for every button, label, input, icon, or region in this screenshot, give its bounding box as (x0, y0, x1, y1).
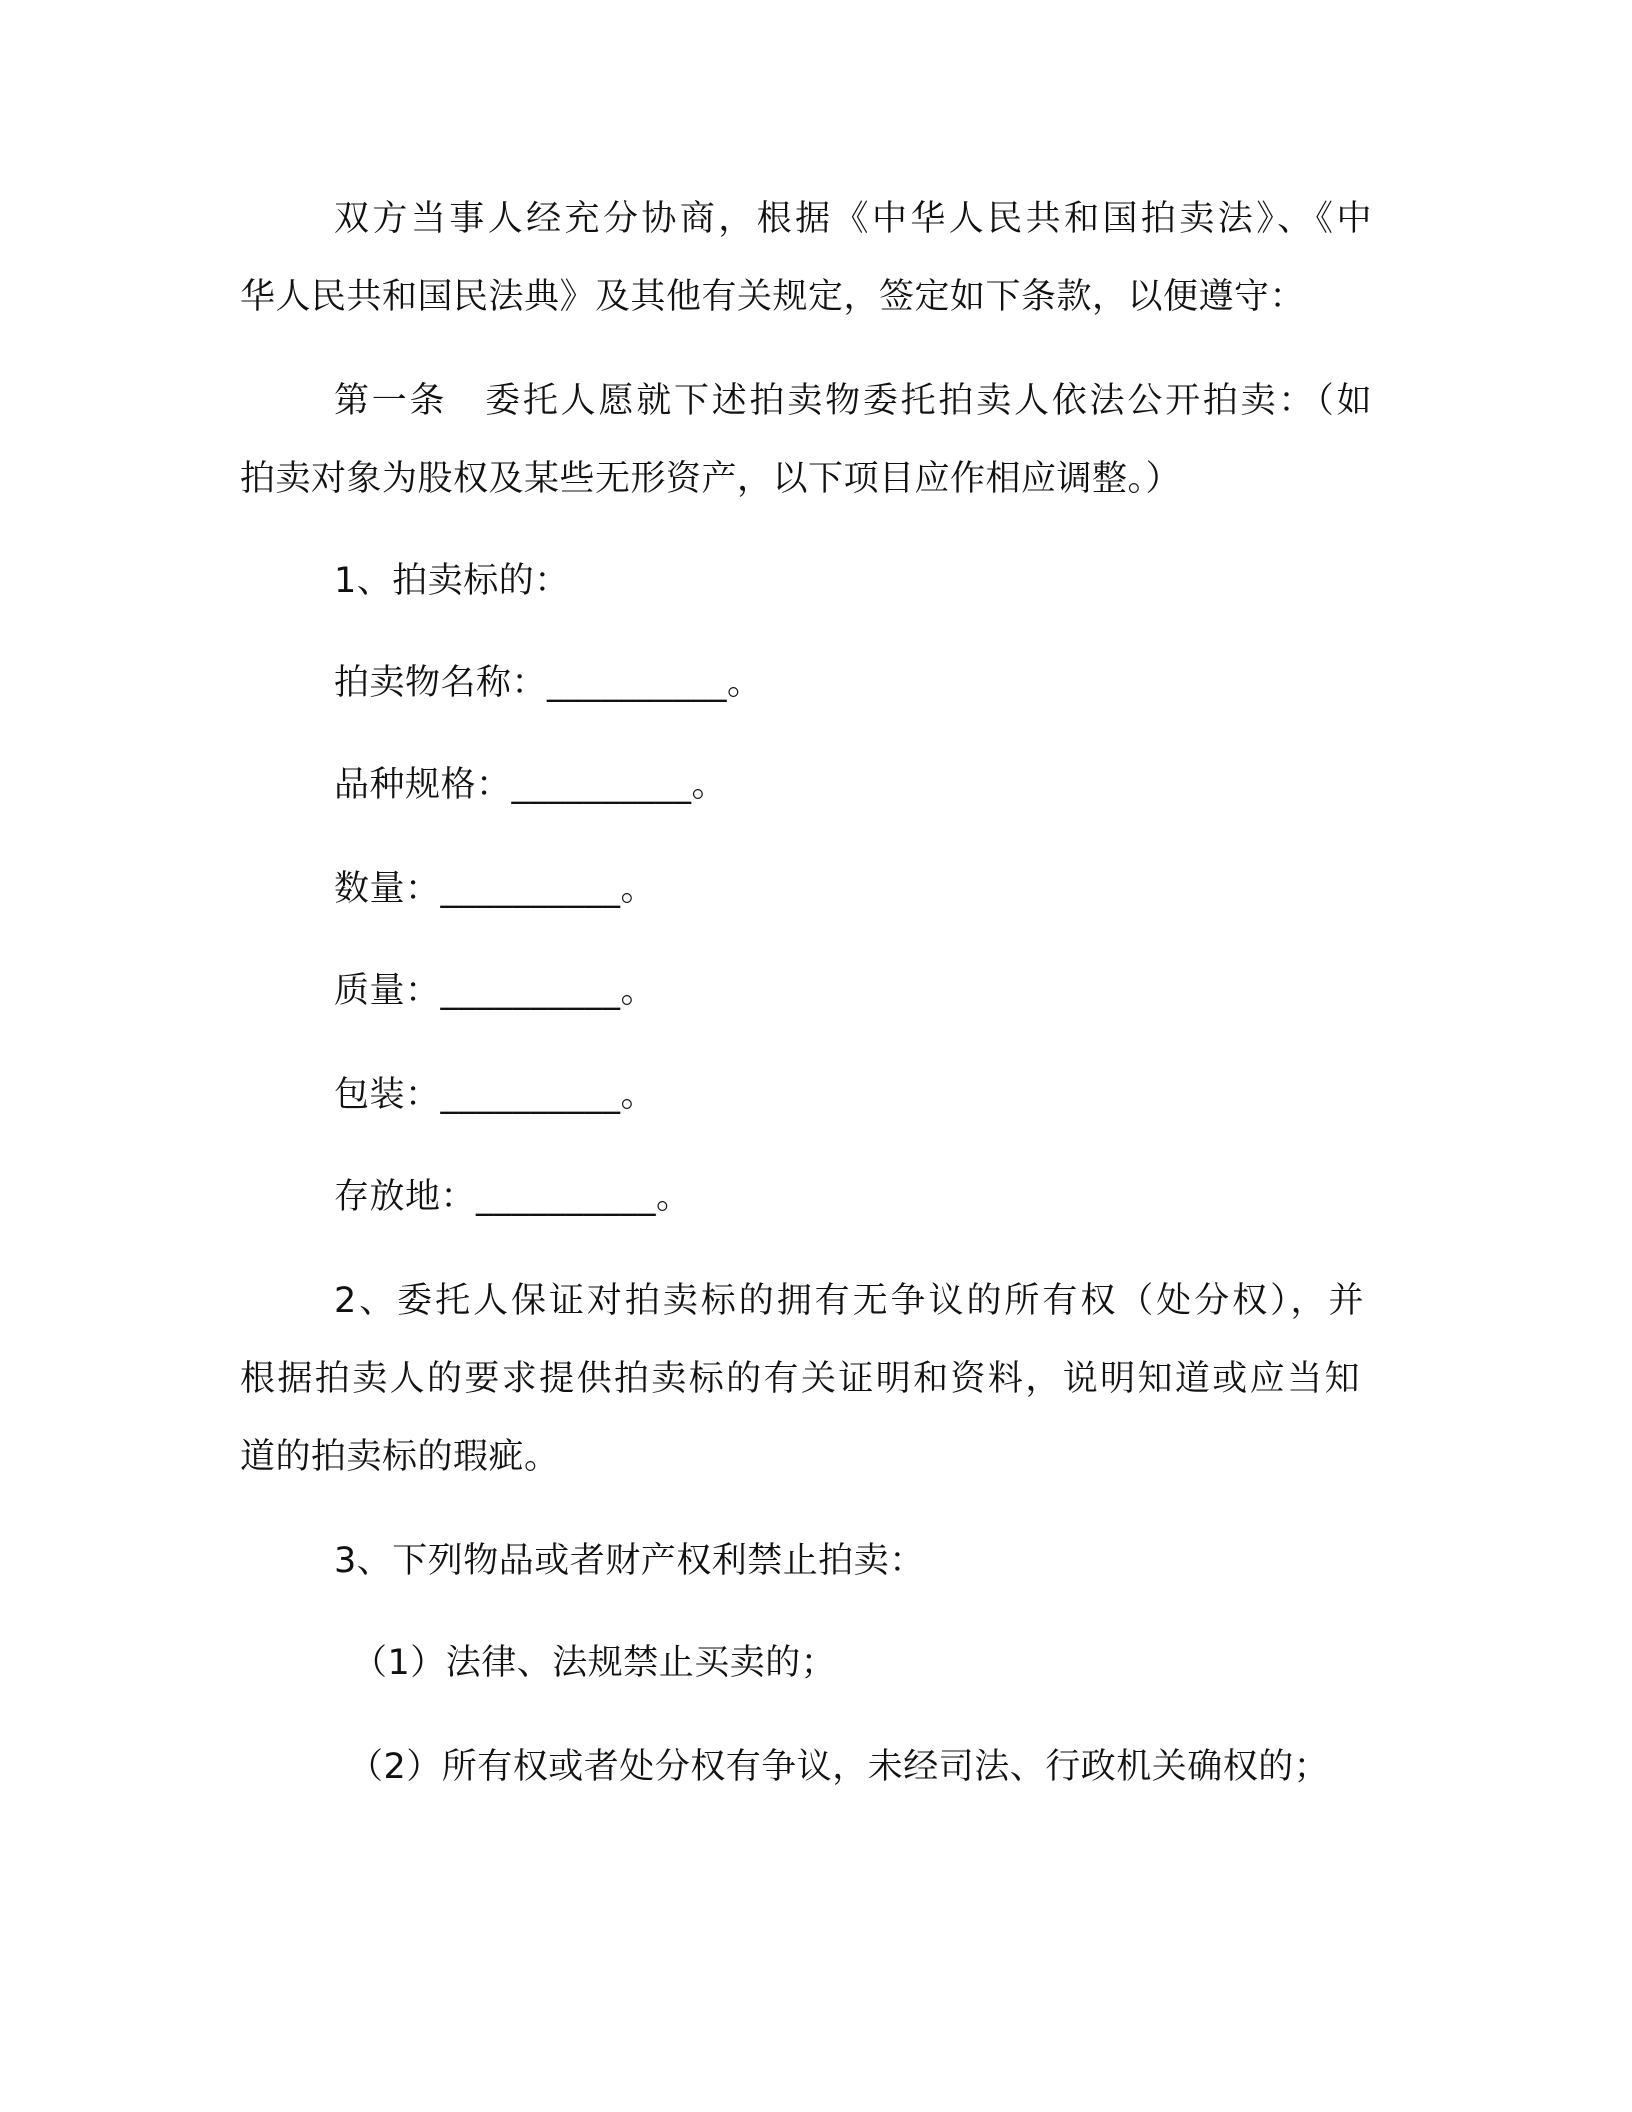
item-3-sub-1: （1）法律、法规禁止买卖的； (352, 1643, 837, 1683)
item-3-heading: 3、下列物品或者财产权利禁止拍卖： (334, 1541, 925, 1581)
item-3-sub-2: （2）所有权或者处分权有争议，未经司法、行政机关确权的； (348, 1747, 1330, 1787)
article-one-line-1: 第一条 委托人愿就下述拍卖物委托拍卖人依法公开拍卖：（如 (334, 381, 1372, 421)
article-one-line-2: 拍卖对象为股权及某些无形资产，以下项目应作相应调整。） (240, 459, 1182, 499)
item-2-line-1: 2、委托人保证对拍卖标的拥有无争议的所有权（处分权），并 (334, 1281, 1364, 1321)
field-variety-spec: 品种规格：__________。 (334, 765, 728, 805)
paragraph-intro-line-2: 华人民共和国民法典》及其他有关规定，签定如下条款，以便遵守： (240, 277, 1306, 317)
field-quality: 质量：__________。 (334, 971, 657, 1011)
field-quantity: 数量：__________。 (334, 869, 657, 909)
field-item-name: 拍卖物名称：__________。 (334, 663, 763, 703)
item-1-heading: 1、拍卖标的： (334, 561, 570, 601)
item-2-line-3: 道的拍卖标的瑕疵。 (240, 1437, 560, 1477)
field-storage-location: 存放地：__________。 (334, 1177, 692, 1217)
paragraph-intro-line-1: 双方当事人经充分协商，根据《中华人民共和国拍卖法》、《中 (334, 199, 1372, 239)
item-2-line-2: 根据拍卖人的要求提供拍卖标的有关证明和资料，说明知道或应当知 (240, 1359, 1360, 1399)
field-packaging: 包装：__________。 (334, 1075, 657, 1115)
